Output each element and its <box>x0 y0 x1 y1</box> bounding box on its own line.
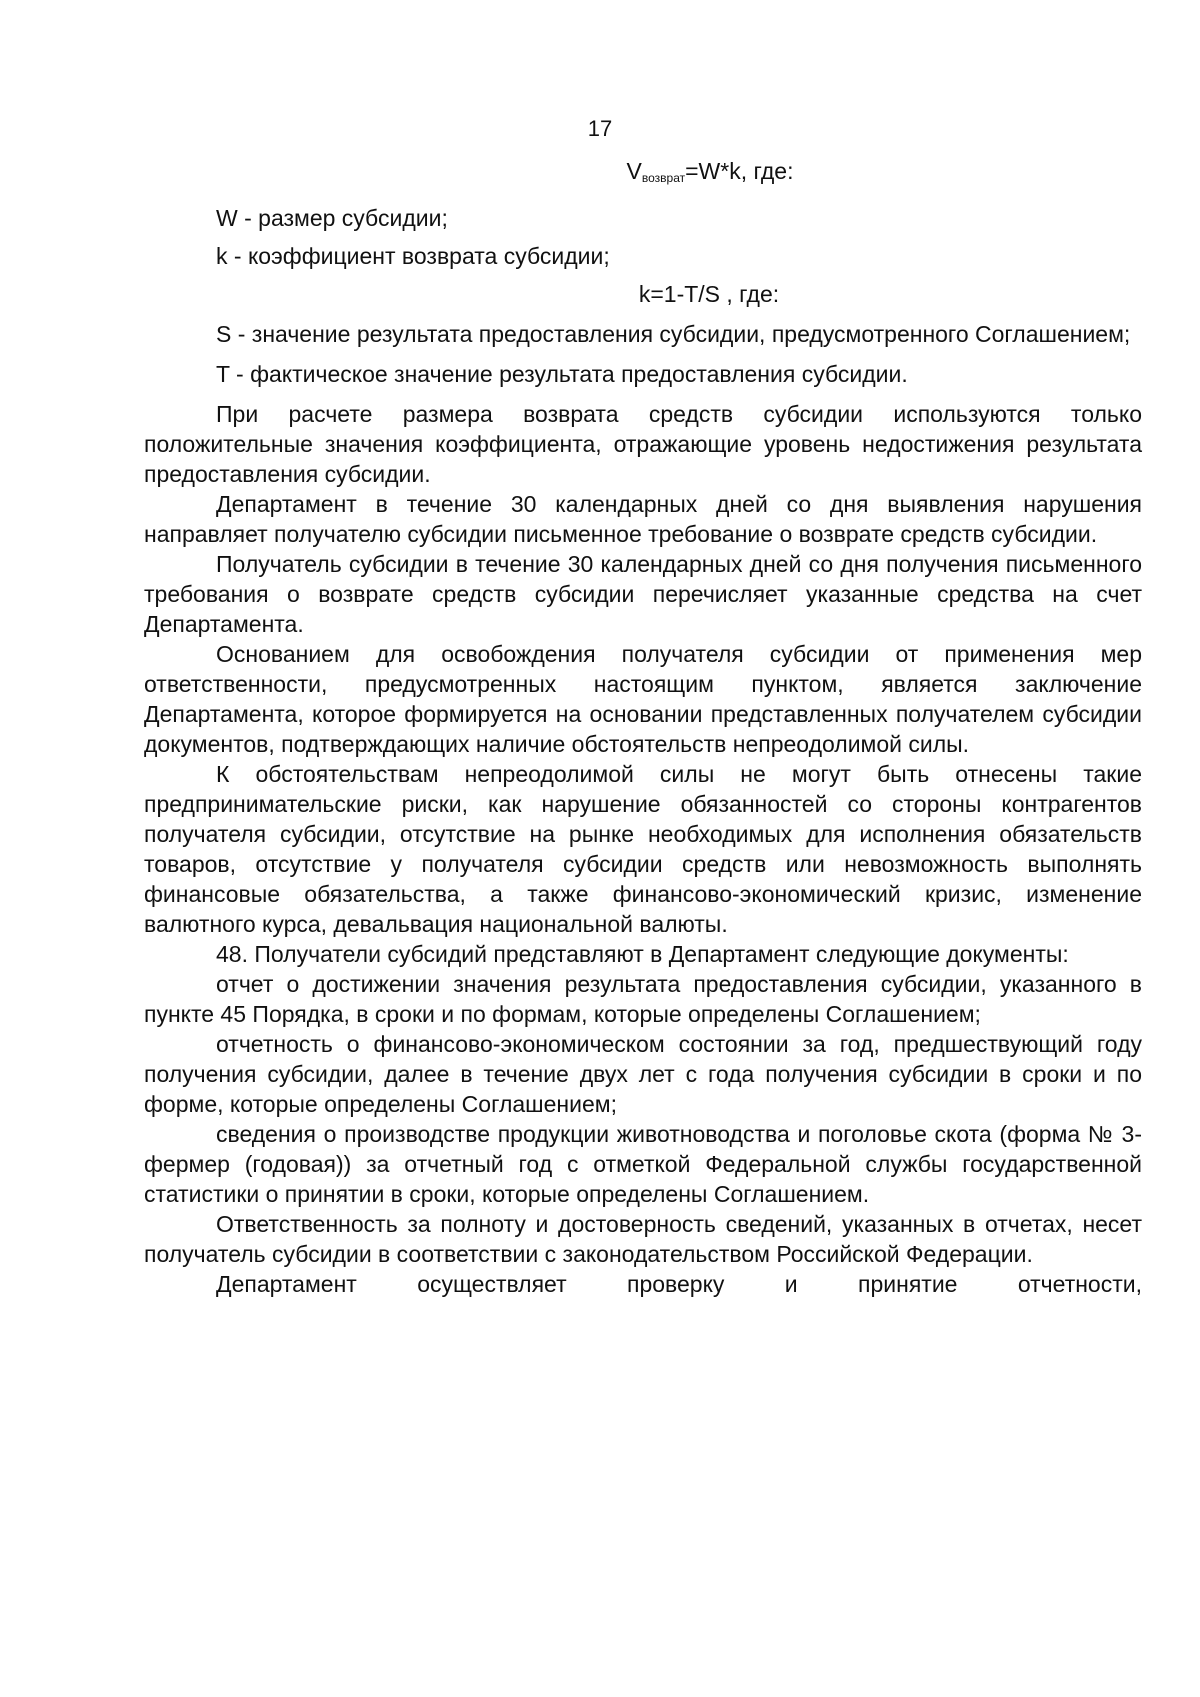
paragraph-calculation-note: При расчете размера возврата средств субсидии используются только положительные значения коэффициента, отражающие уровень недостижения результата предоставления субсидии. <box>144 401 1142 487</box>
paragraph-livestock-data: сведения о производстве продукции животноводства и поголовье скота (форма № 3-фермер (годовая)) за отчетный год с отметкой Федеральной службы государственной статистики о принятии в сроки, которые определены Соглашением. <box>144 1121 1142 1207</box>
paragraph-force-majeure-exclusions: К обстоятельствам непреодолимой силы не могут быть отнесены такие предпринимательские риски, как нарушение обязанностей со стороны контрагентов получателя субсидии, отсутствие на рынке необходимых для исполнения обязательств товаров, отсутствие у получателя субсидии средств или невозможность выполнять финансовые обязательства, а также финансово-экономический кризис, изменение валютного курса, девальвация национальной валюты. <box>144 761 1142 937</box>
paragraph-financial-reporting: отчетность о финансово-экономическом состоянии за год, предшествующий году получения субсидии, далее в течение двух лет с года получения субсидии в сроки и по форме, которые определены Соглашением; <box>144 1031 1142 1117</box>
formula-expression: =W*k, где: <box>685 158 794 184</box>
paragraph-clause-48: 48. Получатели субсидий представляют в Департамент следующие документы: <box>216 941 1069 967</box>
paragraph-recipient-return: Получатель субсидии в течение 30 календарных дней со дня получения письменного требования о возврате средств субсидии перечисляет указанные средства на счет Департамента. <box>144 551 1142 637</box>
document-body <box>144 156 1142 1299</box>
definition-k: k - коэффициент возврата субсидии; <box>216 243 610 269</box>
definition-w: W - размер субсидии; <box>216 205 448 231</box>
formula-coefficient: k=1-T/S , где: <box>638 281 780 307</box>
paragraph-force-majeure-basis: Основанием для освобождения получателя субсидии от применения мер ответственности, предусмотренных настоящим пунктом, является заключение Департамента, которое формируется на основании представленных получателем субсидии документов, подтверждающих наличие обстоятельств непреодолимой силы. <box>144 641 1142 757</box>
formula-subscript: возврат <box>641 171 686 185</box>
paragraph-t-definition: T - фактическое значение результата предоставления субсидии. <box>216 361 908 387</box>
paragraph-report-result: отчет о достижении значения результата предоставления субсидии, указанного в пункте 45 Порядка, в сроки и по формам, которые определены Соглашением; <box>144 971 1142 1027</box>
paragraph-responsibility: Ответственность за полноту и достоверность сведений, указанных в отчетах, несет получатель субсидии в соответствии с законодательством Российской Федерации. <box>144 1211 1142 1267</box>
formula-symbol: V <box>626 158 642 184</box>
formula-return-volume <box>144 156 1142 193</box>
paragraph-department-check: Департамент осуществляет проверку и принятие отчетности, <box>216 1271 1142 1297</box>
paragraph-department-requirement: Департамент в течение 30 календарных дней со дня выявления нарушения направляет получателю субсидии письменное требование о возврате средств субсидии. <box>144 491 1142 547</box>
paragraph-s-definition: S - значение результата предоставления субсидии, предусмотренного Соглашением; <box>216 321 1131 347</box>
page-number: 17 <box>587 116 613 141</box>
